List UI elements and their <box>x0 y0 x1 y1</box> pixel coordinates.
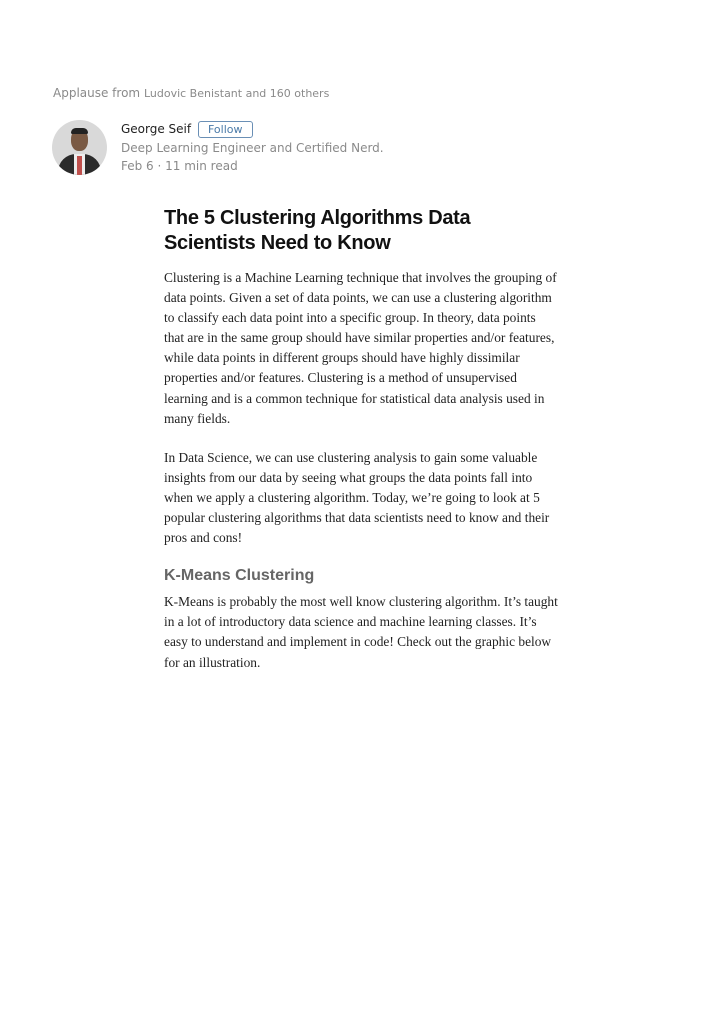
section-heading: K-Means Clustering <box>164 567 315 585</box>
author-bio: Deep Learning Engineer and Certified Nerd. <box>121 141 384 155</box>
follow-button[interactable]: Follow <box>198 121 253 138</box>
author-name[interactable]: George Seif <box>121 122 192 136</box>
paragraph: In Data Science, we can use clustering analysis to gain some valuable insights from our data by seeing what groups the data points fall into when we apply a clustering algorithm. Today, we’re going to look at 5 popular clustering algorithms that data scientists need to know and their pros and cons! <box>164 449 550 546</box>
article-title: The 5 Clustering Algorithms Data Scientists Need to Know <box>164 207 471 254</box>
article <box>164 206 559 673</box>
applause-prefix: Applause from <box>53 86 141 100</box>
applause-names[interactable]: Ludovic Benistant and 160 others <box>143 87 330 100</box>
applause-line <box>53 86 329 100</box>
post-meta: Feb 6 · 11 min read <box>121 159 238 173</box>
paragraph: Clustering is a Machine Learning technique that involves the grouping of data points. Given a set of data points, we can use a clustering algorithm to classify each data point into a specific group. In theory, data points that are in the same group should have similar properties and/or features, while data points in different groups should have highly dissimilar properties and/or features. Clustering is a method of unsupervised learning and is a common technique for statistical data analysis used in many fields. <box>164 270 557 426</box>
avatar[interactable] <box>52 120 107 175</box>
paragraph: K-Means is probably the most well know clustering algorithm. It’s taught in a lot of introductory data science and machine learning classes. It’s easy to understand and implement in code! Check out the graphic below for an illustration. <box>164 594 558 670</box>
